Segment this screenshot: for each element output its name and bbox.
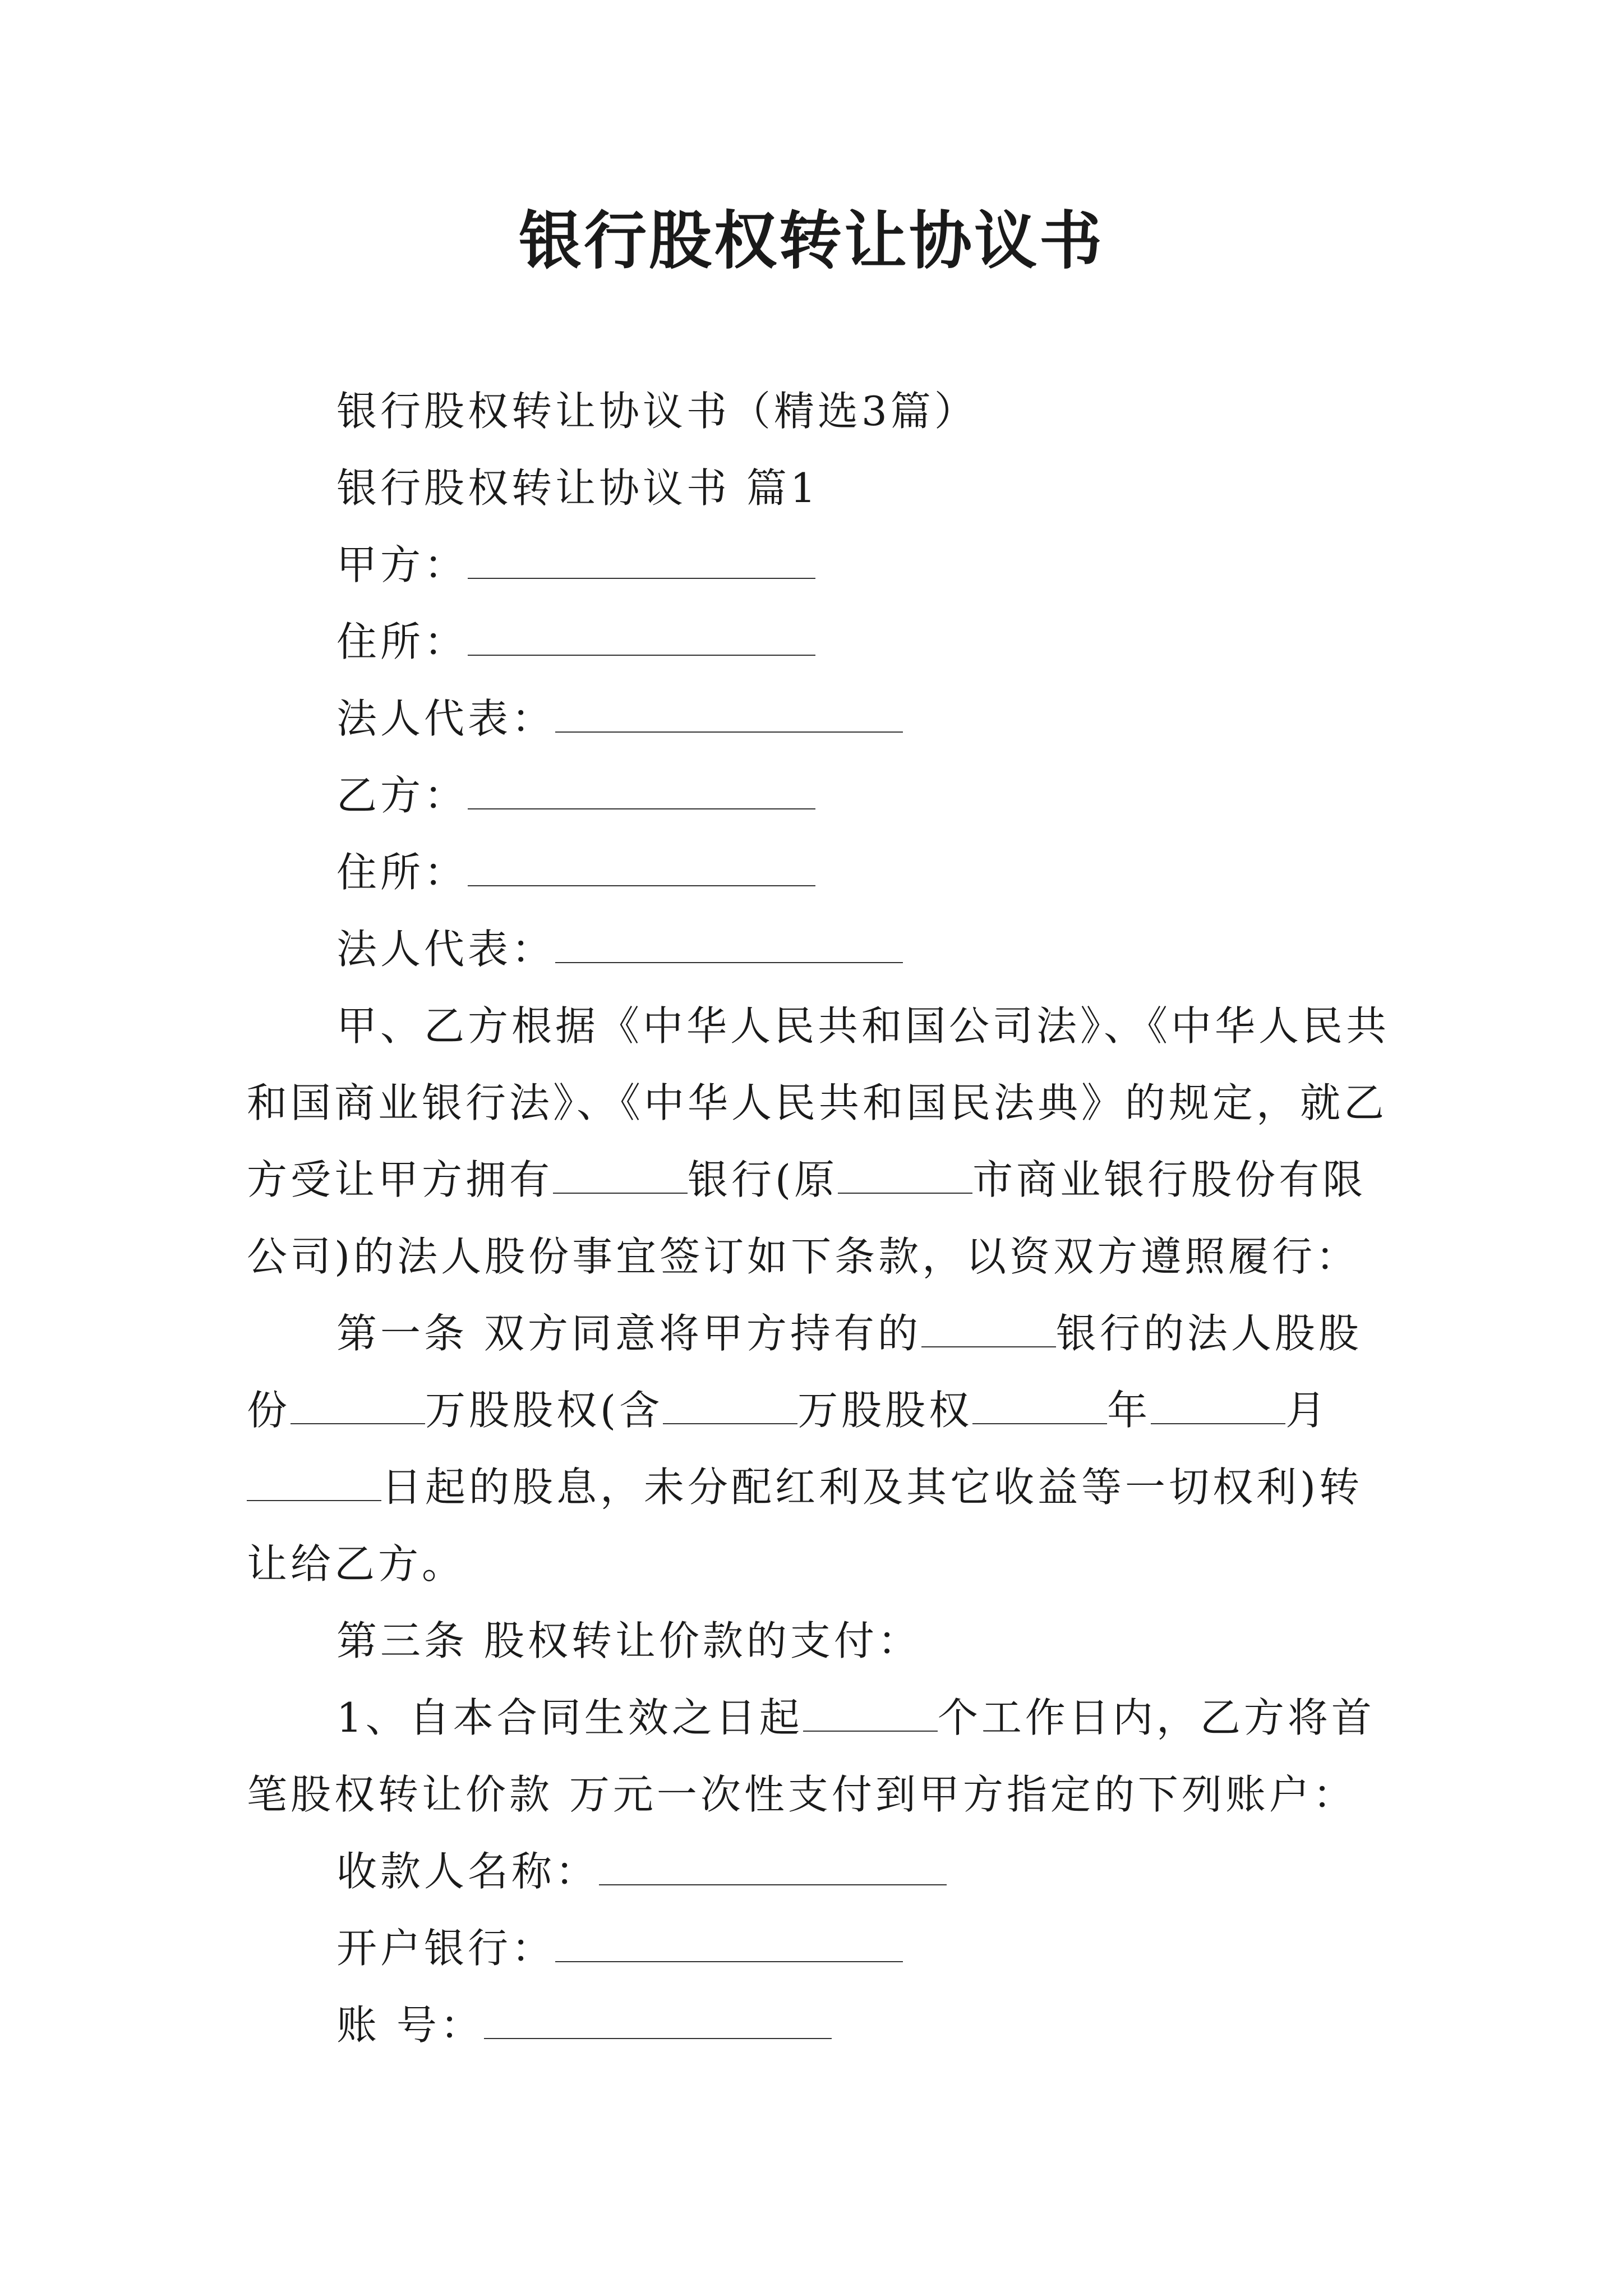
text-fragment: 万股股权 [797, 1387, 973, 1434]
blank-line [468, 622, 815, 656]
field-label: 开户银行： [336, 1925, 556, 1972]
blank-line [553, 1160, 688, 1194]
blank-line [484, 2005, 832, 2039]
blank-line [663, 1391, 797, 1424]
text-fragment: 个工作日内，乙方将首 [937, 1694, 1375, 1741]
blank-line [838, 1160, 972, 1194]
article3-heading: 第三条 股权转让价款的支付： [336, 1617, 921, 1664]
field-label: 甲方： [336, 541, 468, 588]
text-fragment: 市商业银行股份有限 [972, 1156, 1367, 1203]
text-fragment: 1、自本合同生效之日起 [336, 1694, 803, 1741]
blank-line [972, 1391, 1107, 1424]
text-fragment: 份 [247, 1387, 291, 1434]
field-account-number [247, 1987, 1385, 2064]
article1-line-3 [247, 1449, 1385, 1526]
article1-line-1 [247, 1295, 1385, 1372]
article1-line-4: 让给乙方。 [247, 1540, 466, 1588]
field-label: 住所： [336, 618, 468, 665]
field-bank [247, 1910, 1385, 1987]
blank-line [468, 853, 815, 886]
preamble-line-2: 和国商业银行法》、《中华人民共和国民法典》的规定，就乙 [247, 1079, 1388, 1126]
text-fragment: 银行的法人股股 [1055, 1310, 1362, 1357]
blank-line [1151, 1391, 1285, 1424]
article1-line-2 [247, 1372, 1385, 1449]
blank-line [599, 1852, 947, 1885]
field-party-a [247, 527, 1385, 604]
section-heading: 银行股权转让协议书 篇1 [336, 464, 819, 512]
field-label: 乙方： [336, 772, 468, 819]
text-fragment: 年 [1107, 1387, 1151, 1434]
document-body [247, 373, 1390, 2064]
article3-line-1 [247, 1680, 1385, 1756]
article3-line-2: 笔股权转让价款 万元一次性支付到甲方指定的下列账户： [247, 1771, 1357, 1818]
blank-line [555, 1929, 903, 1962]
preamble-line-1: 甲、乙方根据《中华人民共和国公司法》、《中华人民共 [336, 1002, 1390, 1050]
text-fragment: 银行(原 [688, 1156, 838, 1203]
blank-line [247, 1467, 381, 1501]
field-label: 收款人名称： [336, 1848, 600, 1895]
blank-line [803, 1698, 938, 1732]
field-party-a-address [247, 604, 1385, 680]
preamble-line-4: 公司)的法人股份事宜签订如下条款，以资双方遵照履行： [247, 1233, 1360, 1280]
field-party-b-legal-rep [247, 911, 1385, 988]
text-fragment: 方受让甲方拥有 [247, 1156, 554, 1203]
field-party-a-legal-rep [247, 680, 1385, 757]
field-party-b [247, 757, 1385, 834]
blank-line [291, 1391, 425, 1424]
field-party-b-address [247, 834, 1385, 911]
blank-line [555, 930, 903, 963]
blank-line [468, 545, 815, 579]
document-subtitle: 银行股权转让协议书（精选3篇） [336, 388, 978, 435]
document-title: 银行股权转让协议书 [519, 204, 1104, 278]
preamble-line-3 [247, 1142, 1385, 1218]
field-label: 法人代表： [336, 695, 556, 742]
blank-line [555, 699, 903, 733]
blank-line [468, 776, 815, 809]
field-payee-name [247, 1833, 1385, 1910]
field-label: 法人代表： [336, 926, 556, 973]
field-label: 账 号： [336, 2001, 484, 2049]
text-fragment: 万股股权(含 [425, 1387, 663, 1434]
text-fragment: 日起的股息，未分配红利及其它收益等一切权利)转 [381, 1464, 1363, 1511]
text-fragment: 月 [1285, 1387, 1330, 1434]
field-label: 住所： [336, 849, 468, 896]
blank-line [921, 1314, 1056, 1347]
text-fragment: 第一条 双方同意将甲方持有的 [336, 1310, 921, 1357]
